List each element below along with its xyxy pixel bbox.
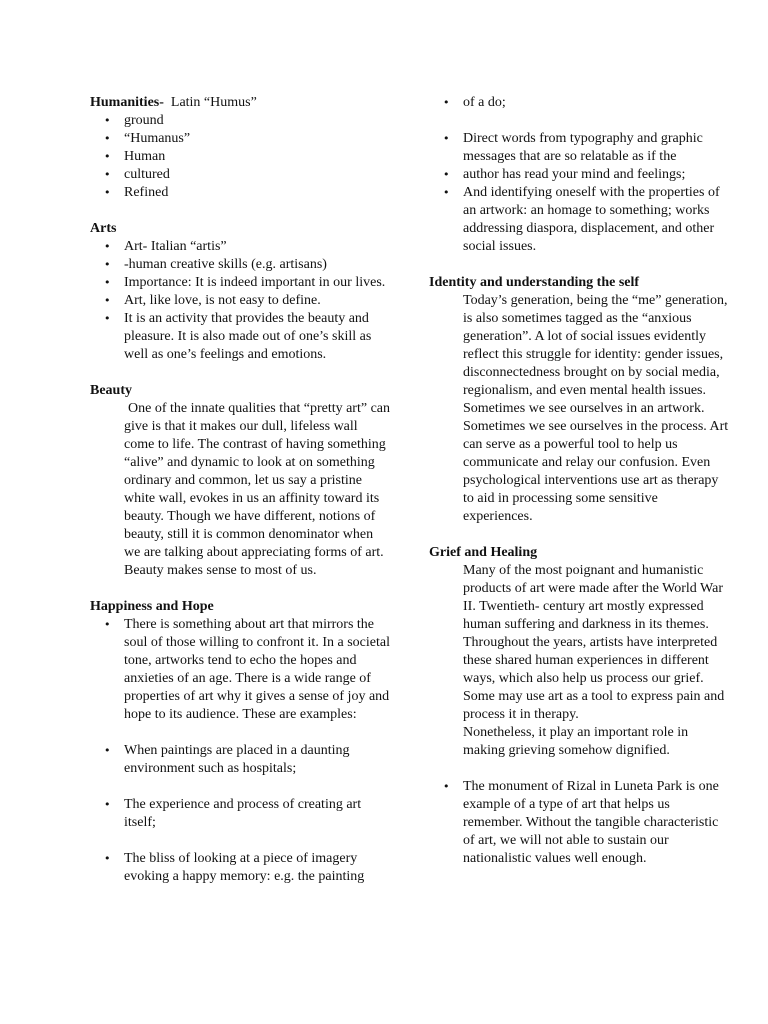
grief-paragraph-2: Throughout the years, artists have interpreted these shared human experiences in different ways, which also help us process our grief. Some may use art as a tool to express pain and process it in therapy.	[463, 635, 725, 722]
beauty-paragraph: One of the innate qualities that “pretty art” can give is that it makes our dull, lifeless wall come to life. The contrast of having something “alive” and dynamic to look at on something ordinary and common, let us say a pristine white wall, evokes in us an affinity toward its beauty. Though we have different, notions of beauty, still it is common denominator when we are talking about appreciating forms of art. Beauty makes sense to most of us.	[124, 401, 391, 578]
identity-heading: Identity and understanding the self	[429, 275, 640, 290]
humanities-heading: Humanities- Latin “Humus”	[90, 95, 257, 110]
beauty-heading: Beauty	[90, 383, 132, 398]
right-column	[429, 94, 729, 868]
grief-list	[429, 778, 729, 868]
list-item: • -human creative skills (e.g. artisans)	[90, 256, 390, 274]
arts-list	[90, 238, 390, 364]
list-item: • The experience and process of creating art itself;	[90, 796, 390, 832]
list-item: • There is something about art that mirrors the soul of those willing to confront it. In a societal tone, artworks tend to echo the hopes and anxieties of an age. There is a wide range of properties of art why it gives a sense of joy and hope to its audience. These are examples:	[90, 616, 390, 724]
list-item: • The monument of Rizal in Luneta Park is one example of a type of art that helps us remember. Without the tangible characteristic of art, we will not able to sustain our nationalistic values well enough.	[429, 778, 729, 868]
identity-paragraph-2: Sometimes we see ourselves in an artwork. Sometimes we see ourselves in the process. Art can serve as a powerful tool to help us communicate and relay our confusion. Even psychological interventions use art as therapy to aid in processing some sensitive experiences.	[463, 401, 729, 524]
grief-paragraph-1: Many of the most poignant and humanistic products of art were made after the World War II. Twentieth- century art mostly expressed human suffering and darkness in its themes.	[463, 563, 724, 632]
list-item: • The bliss of looking at a piece of imagery evoking a happy memory: e.g. the painting	[90, 850, 390, 886]
list-item: • Refined	[90, 184, 390, 202]
left-column	[90, 94, 390, 886]
list-item: • ground	[90, 112, 390, 130]
continued-list	[429, 94, 729, 112]
continued-list-2	[429, 130, 729, 256]
happiness-examples	[90, 742, 390, 778]
list-item: • Human	[90, 148, 390, 166]
identity-paragraph-1: Today’s generation, being the “me” generation, is also sometimes tagged as the “anxious generation”. A lot of social issues evidently reflect this struggle for identity: gender issues, disconnectedness brought on by social media, regionalism, and even mental health issues.	[463, 293, 728, 398]
list-item: • Importance: It is indeed important in our lives.	[90, 274, 390, 292]
list-item: • cultured	[90, 166, 390, 184]
grief-heading: Grief and Healing	[429, 545, 538, 560]
arts-heading: Arts	[90, 221, 117, 236]
list-item: • Art- Italian “artis”	[90, 238, 390, 256]
happiness-examples-2	[90, 796, 390, 832]
humanities-list	[90, 112, 390, 202]
list-item: • “Humanus”	[90, 130, 390, 148]
list-item: • It is an activity that provides the beauty and pleasure. It is also made out of one’s skill as well as one’s feelings and emotions.	[90, 310, 390, 364]
happiness-heading: Happiness and Hope	[90, 599, 214, 614]
list-item: • And identifying oneself with the properties of an artwork: an homage to something; works addressing diaspora, displacement, and other social issues.	[429, 184, 729, 256]
happiness-list	[90, 616, 390, 724]
list-item: • Direct words from typography and graphic messages that are so relatable as if the	[429, 130, 729, 166]
happiness-examples-3	[90, 850, 390, 886]
list-item: • When paintings are placed in a daunting environment such as hospitals;	[90, 742, 390, 778]
list-item: • author has read your mind and feelings;	[429, 166, 729, 184]
grief-paragraph-3: Nonetheless, it play an important role in making grieving somehow dignified.	[463, 725, 689, 758]
list-item: • of a do;	[429, 94, 729, 112]
list-item: • Art, like love, is not easy to define.	[90, 292, 390, 310]
